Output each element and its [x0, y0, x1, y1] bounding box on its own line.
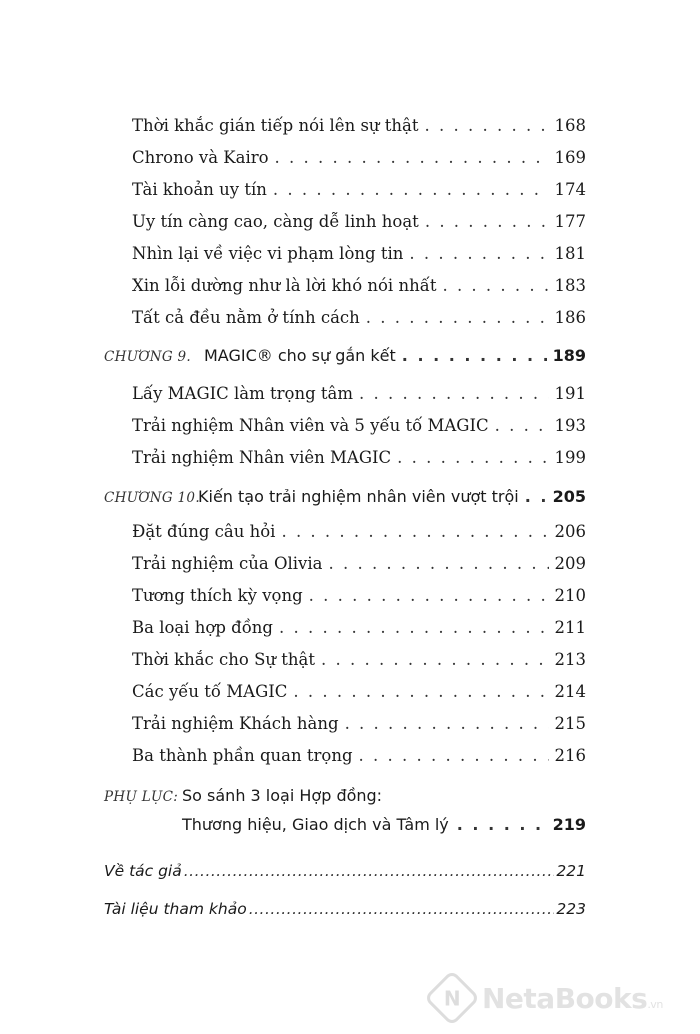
leader-dots	[359, 746, 549, 765]
entry-page: 221	[556, 862, 586, 880]
entry-title: Lấy MAGIC làm trọng tâm	[132, 384, 354, 403]
entry-page: 169	[554, 148, 586, 167]
toc-entry[interactable]	[132, 586, 586, 605]
entry-title: Tất cả đều nằm ở tính cách	[132, 308, 360, 327]
leader-dots	[525, 487, 545, 506]
leader-dots	[397, 448, 548, 467]
leader-dots	[309, 586, 549, 605]
toc-entry[interactable]	[132, 618, 586, 637]
toc-entry[interactable]	[132, 416, 586, 435]
leader-dots	[345, 714, 549, 733]
appendix-page: 219	[552, 815, 586, 834]
entry-page: 216	[554, 746, 586, 765]
chapter-page: 205	[552, 487, 586, 506]
toc-entry[interactable]	[132, 554, 586, 573]
chapter-label: CHƯƠNG 10.	[104, 490, 200, 506]
leader-dots	[328, 554, 548, 573]
back-matter-entry[interactable]	[104, 900, 586, 918]
leader-dots	[409, 244, 548, 263]
entry-page: 213	[554, 650, 586, 669]
leader-dots	[281, 522, 548, 541]
entry-title: Uy tín càng cao, càng dễ linh hoạt	[132, 212, 419, 231]
leader-dots	[184, 862, 555, 880]
entry-title: Thời khắc gián tiếp nói lên sự thật	[132, 116, 419, 135]
entry-title: Trải nghiệm Nhân viên MAGIC	[132, 448, 392, 467]
leader-dots	[249, 900, 555, 918]
leader-dots	[425, 212, 549, 231]
entry-title: Đặt đúng câu hỏi	[132, 522, 276, 541]
leader-dots	[279, 618, 549, 637]
appendix-heading	[104, 786, 382, 805]
entry-page: 214	[554, 682, 586, 701]
leader-dots	[495, 416, 549, 435]
entry-title: Trải nghiệm của Olivia	[132, 554, 323, 573]
entry-page: 183	[554, 276, 586, 295]
entry-title: Tương thích kỳ vọng	[132, 586, 303, 605]
toc-entry[interactable]	[132, 180, 586, 199]
entry-title: Ba thành phần quan trọng	[132, 746, 353, 765]
leader-dots	[359, 384, 548, 403]
back-matter-entry[interactable]	[104, 862, 586, 880]
chapter-heading[interactable]	[104, 487, 586, 506]
entry-page: 181	[554, 244, 586, 263]
toc-entry[interactable]	[132, 746, 586, 765]
entry-title: Trải nghiệm Khách hàng	[132, 714, 339, 733]
entry-page: 177	[554, 212, 586, 231]
entry-title: Xin lỗi dường như là lời khó nói nhất	[132, 276, 437, 295]
toc-entry[interactable]	[132, 308, 586, 327]
entry-title: Về tác giả	[104, 862, 182, 880]
leader-dots	[293, 682, 548, 701]
entry-title: Ba loại hợp đồng	[132, 618, 273, 637]
leader-dots	[457, 815, 545, 834]
entry-page: 206	[554, 522, 586, 541]
toc-entry[interactable]	[132, 212, 586, 231]
leader-dots	[275, 148, 549, 167]
entry-page: 211	[554, 618, 586, 637]
netabooks-watermark	[432, 978, 663, 1018]
chapter-page: 189	[552, 346, 586, 365]
leader-dots	[442, 276, 548, 295]
entry-title: Chrono và Kairo	[132, 148, 269, 167]
toc-entry[interactable]	[132, 522, 586, 541]
entry-page: 191	[554, 384, 586, 403]
chapter-label: CHƯƠNG 9.	[104, 349, 192, 365]
entry-title: Tài liệu tham khảo	[104, 900, 247, 918]
appendix-entry[interactable]	[182, 815, 586, 834]
entry-title: Tài khoản uy tín	[132, 180, 267, 199]
leader-dots	[273, 180, 549, 199]
entry-title: Thời khắc cho Sự thật	[132, 650, 315, 669]
appendix-title-line1: So sánh 3 loại Hợp đồng:	[182, 786, 383, 805]
toc-entry[interactable]	[132, 148, 586, 167]
chapter-title: MAGIC® cho sự gắn kết	[204, 346, 396, 365]
toc-entry[interactable]	[132, 116, 586, 135]
entry-page: 209	[554, 554, 586, 573]
watermark-text: NetaBooks.vn	[482, 981, 663, 1015]
entry-page: 223	[556, 900, 586, 918]
leader-dots	[402, 346, 547, 365]
leader-dots	[366, 308, 549, 327]
chapter-title: Kiến tạo trải nghiệm nhân viên vượt trội	[198, 487, 519, 506]
chapter-heading[interactable]	[104, 346, 586, 365]
toc-entry[interactable]	[132, 448, 586, 467]
entry-page: 186	[554, 308, 586, 327]
entry-page: 210	[554, 586, 586, 605]
toc-entry[interactable]	[132, 244, 586, 263]
entry-page: 193	[554, 416, 586, 435]
appendix-label: PHỤ LỤC:	[104, 789, 179, 805]
toc-entry[interactable]	[132, 650, 586, 669]
toc-entry[interactable]	[132, 384, 586, 403]
leader-dots	[321, 650, 549, 669]
entry-page: 215	[554, 714, 586, 733]
entry-page: 199	[554, 448, 586, 467]
entry-title: Nhìn lại về việc vi phạm lòng tin	[132, 244, 404, 263]
n-logo-icon: N	[424, 970, 481, 1027]
leader-dots	[425, 116, 549, 135]
appendix-title-line2: Thương hiệu, Giao dịch và Tâm lý	[182, 815, 449, 834]
entry-title: Các yếu tố MAGIC	[132, 682, 288, 701]
toc-entry[interactable]	[132, 276, 586, 295]
entry-page: 174	[554, 180, 586, 199]
entry-title: Trải nghiệm Nhân viên và 5 yếu tố MAGIC	[132, 416, 489, 435]
toc-entry[interactable]	[132, 682, 586, 701]
entry-page: 168	[554, 116, 586, 135]
toc-entry[interactable]	[132, 714, 586, 733]
